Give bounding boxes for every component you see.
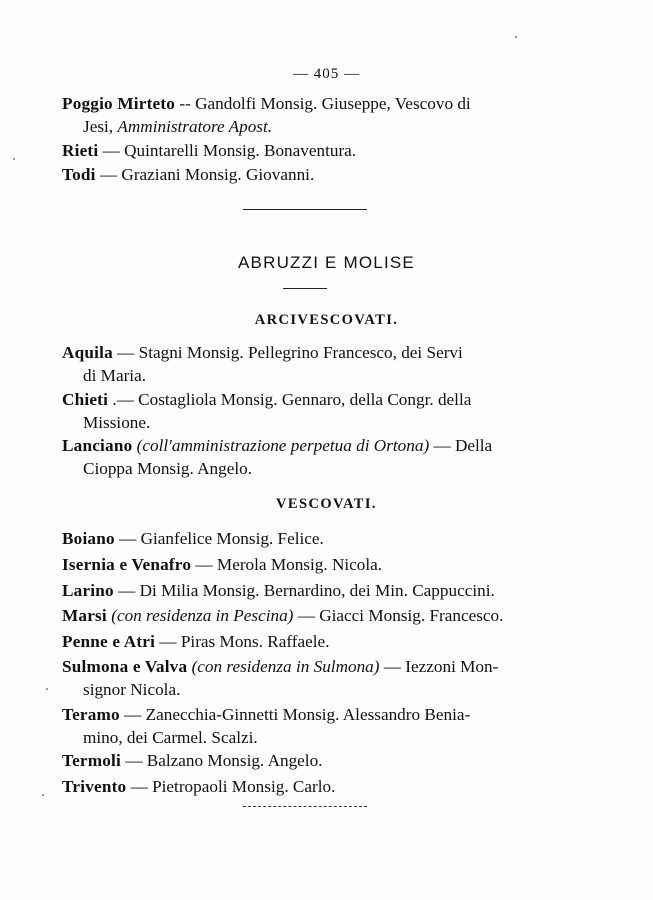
diocese-name: Termoli	[62, 751, 122, 770]
dioceses-heading: VESCOVATI.	[276, 496, 377, 512]
entry-text: Gandolfi Monsig. Giuseppe, Vescovo di	[195, 94, 471, 113]
entry-marsi	[62, 604, 546, 627]
separator: —	[126, 777, 153, 796]
archdioceses-heading: ARCIVESCOVATI.	[254, 312, 399, 328]
diocese-name: Lanciano	[62, 436, 133, 455]
entry-text: Merola Monsig. Nicola.	[216, 555, 383, 574]
separator: —	[191, 555, 217, 574]
diocese-name: Aquila	[62, 343, 113, 362]
separator: —	[429, 436, 455, 455]
entry-penne-e-atri	[62, 630, 546, 653]
section-divider	[243, 209, 367, 210]
scan-speck	[46, 688, 48, 690]
page-number: — 405 —	[293, 66, 360, 82]
entry-text: Cioppa Monsig. Angelo.	[83, 459, 253, 478]
entry-italic-text: (coll'amministrazione perpetua di Ortona)	[132, 436, 430, 455]
diocese-name: Marsi	[62, 606, 107, 625]
diocese-name: Chieti	[62, 390, 109, 409]
entry-text: mino, dei Carmel. Scalzi.	[83, 728, 258, 747]
entry-text: Iezzoni Mon-	[405, 657, 499, 676]
diocese-name: Boiano	[62, 529, 115, 548]
entry-text: Gianfelice Monsig. Felice.	[140, 529, 324, 548]
entry-text: Costagliola Monsig. Gennaro, della Congr. della	[138, 390, 472, 409]
entry-text: Missione.	[83, 413, 151, 432]
entry-italic-text: (con residenza in Sulmona)	[187, 657, 380, 676]
bottom-divider	[243, 806, 367, 807]
entry-lanciano	[62, 434, 546, 480]
diocese-name: Larino	[62, 581, 114, 600]
entry-italic-text: Amministratore Apost.	[117, 117, 273, 136]
separator: .—	[108, 390, 139, 409]
separator: —	[114, 529, 141, 548]
separator: —	[113, 581, 140, 600]
separator: —	[293, 606, 320, 625]
entry-text: Della	[454, 436, 493, 455]
separator: —	[112, 343, 139, 362]
entry-larino	[62, 579, 546, 602]
entry-text: di Maria.	[83, 366, 147, 385]
entry-text: Pietropaoli Monsig. Carlo.	[152, 777, 336, 796]
entry-text: Balzano Monsig. Angelo.	[146, 751, 323, 770]
entry-sulmona-e-valva	[62, 655, 546, 701]
entry-termoli	[62, 749, 546, 772]
entry-isernia-e-venafro	[62, 553, 546, 576]
region-title: ABRUZZI E MOLISE	[238, 253, 415, 272]
diocese-name: Poggio Mirteto	[62, 94, 176, 113]
separator: —	[155, 632, 181, 651]
entry-aquila	[62, 341, 546, 387]
entry-text: Piras Mons. Raffaele.	[180, 632, 330, 651]
diocese-name: Todi	[62, 165, 96, 184]
entry-rieti	[62, 139, 546, 162]
entry-boiano	[62, 527, 546, 550]
scan-speck	[515, 36, 517, 38]
entry-text: Graziani Monsig. Giovanni.	[121, 165, 315, 184]
entry-italic-text: (con residenza in Pescina)	[106, 606, 294, 625]
entry-text: Giacci Monsig. Francesco.	[319, 606, 504, 625]
entry-chieti	[62, 388, 546, 434]
separator: --	[175, 94, 196, 113]
entry-text: signor Nicola.	[83, 680, 181, 699]
diocese-name: Trivento	[62, 777, 127, 796]
entry-poggio-mirteto	[62, 92, 546, 138]
separator: —	[95, 165, 122, 184]
diocese-name: Teramo	[62, 705, 120, 724]
diocese-name: Isernia e Venafro	[62, 555, 192, 574]
separator: —	[119, 705, 146, 724]
entry-text: Di Milia Monsig. Bernardino, dei Min. Cappuccini.	[139, 581, 495, 600]
diocese-name: Sulmona e Valva	[62, 657, 188, 676]
entry-teramo	[62, 703, 546, 749]
entry-text: Quintarelli Monsig. Bonaventura.	[124, 141, 357, 160]
scan-speck	[13, 158, 15, 160]
entry-text: Jesi,	[83, 117, 118, 136]
separator: —	[121, 751, 147, 770]
diocese-name: Penne e Atri	[62, 632, 156, 651]
entry-todi	[62, 163, 546, 186]
entry-text: Zanecchia-Ginnetti Monsig. Alessandro Benia-	[145, 705, 471, 724]
scan-speck	[42, 794, 44, 796]
entry-trivento	[62, 775, 546, 798]
title-underline	[283, 288, 327, 289]
diocese-name: Rieti	[62, 141, 99, 160]
separator: —	[98, 141, 125, 160]
separator: —	[379, 657, 406, 676]
entry-text: Stagni Monsig. Pellegrino Francesco, dei Servi	[138, 343, 463, 362]
